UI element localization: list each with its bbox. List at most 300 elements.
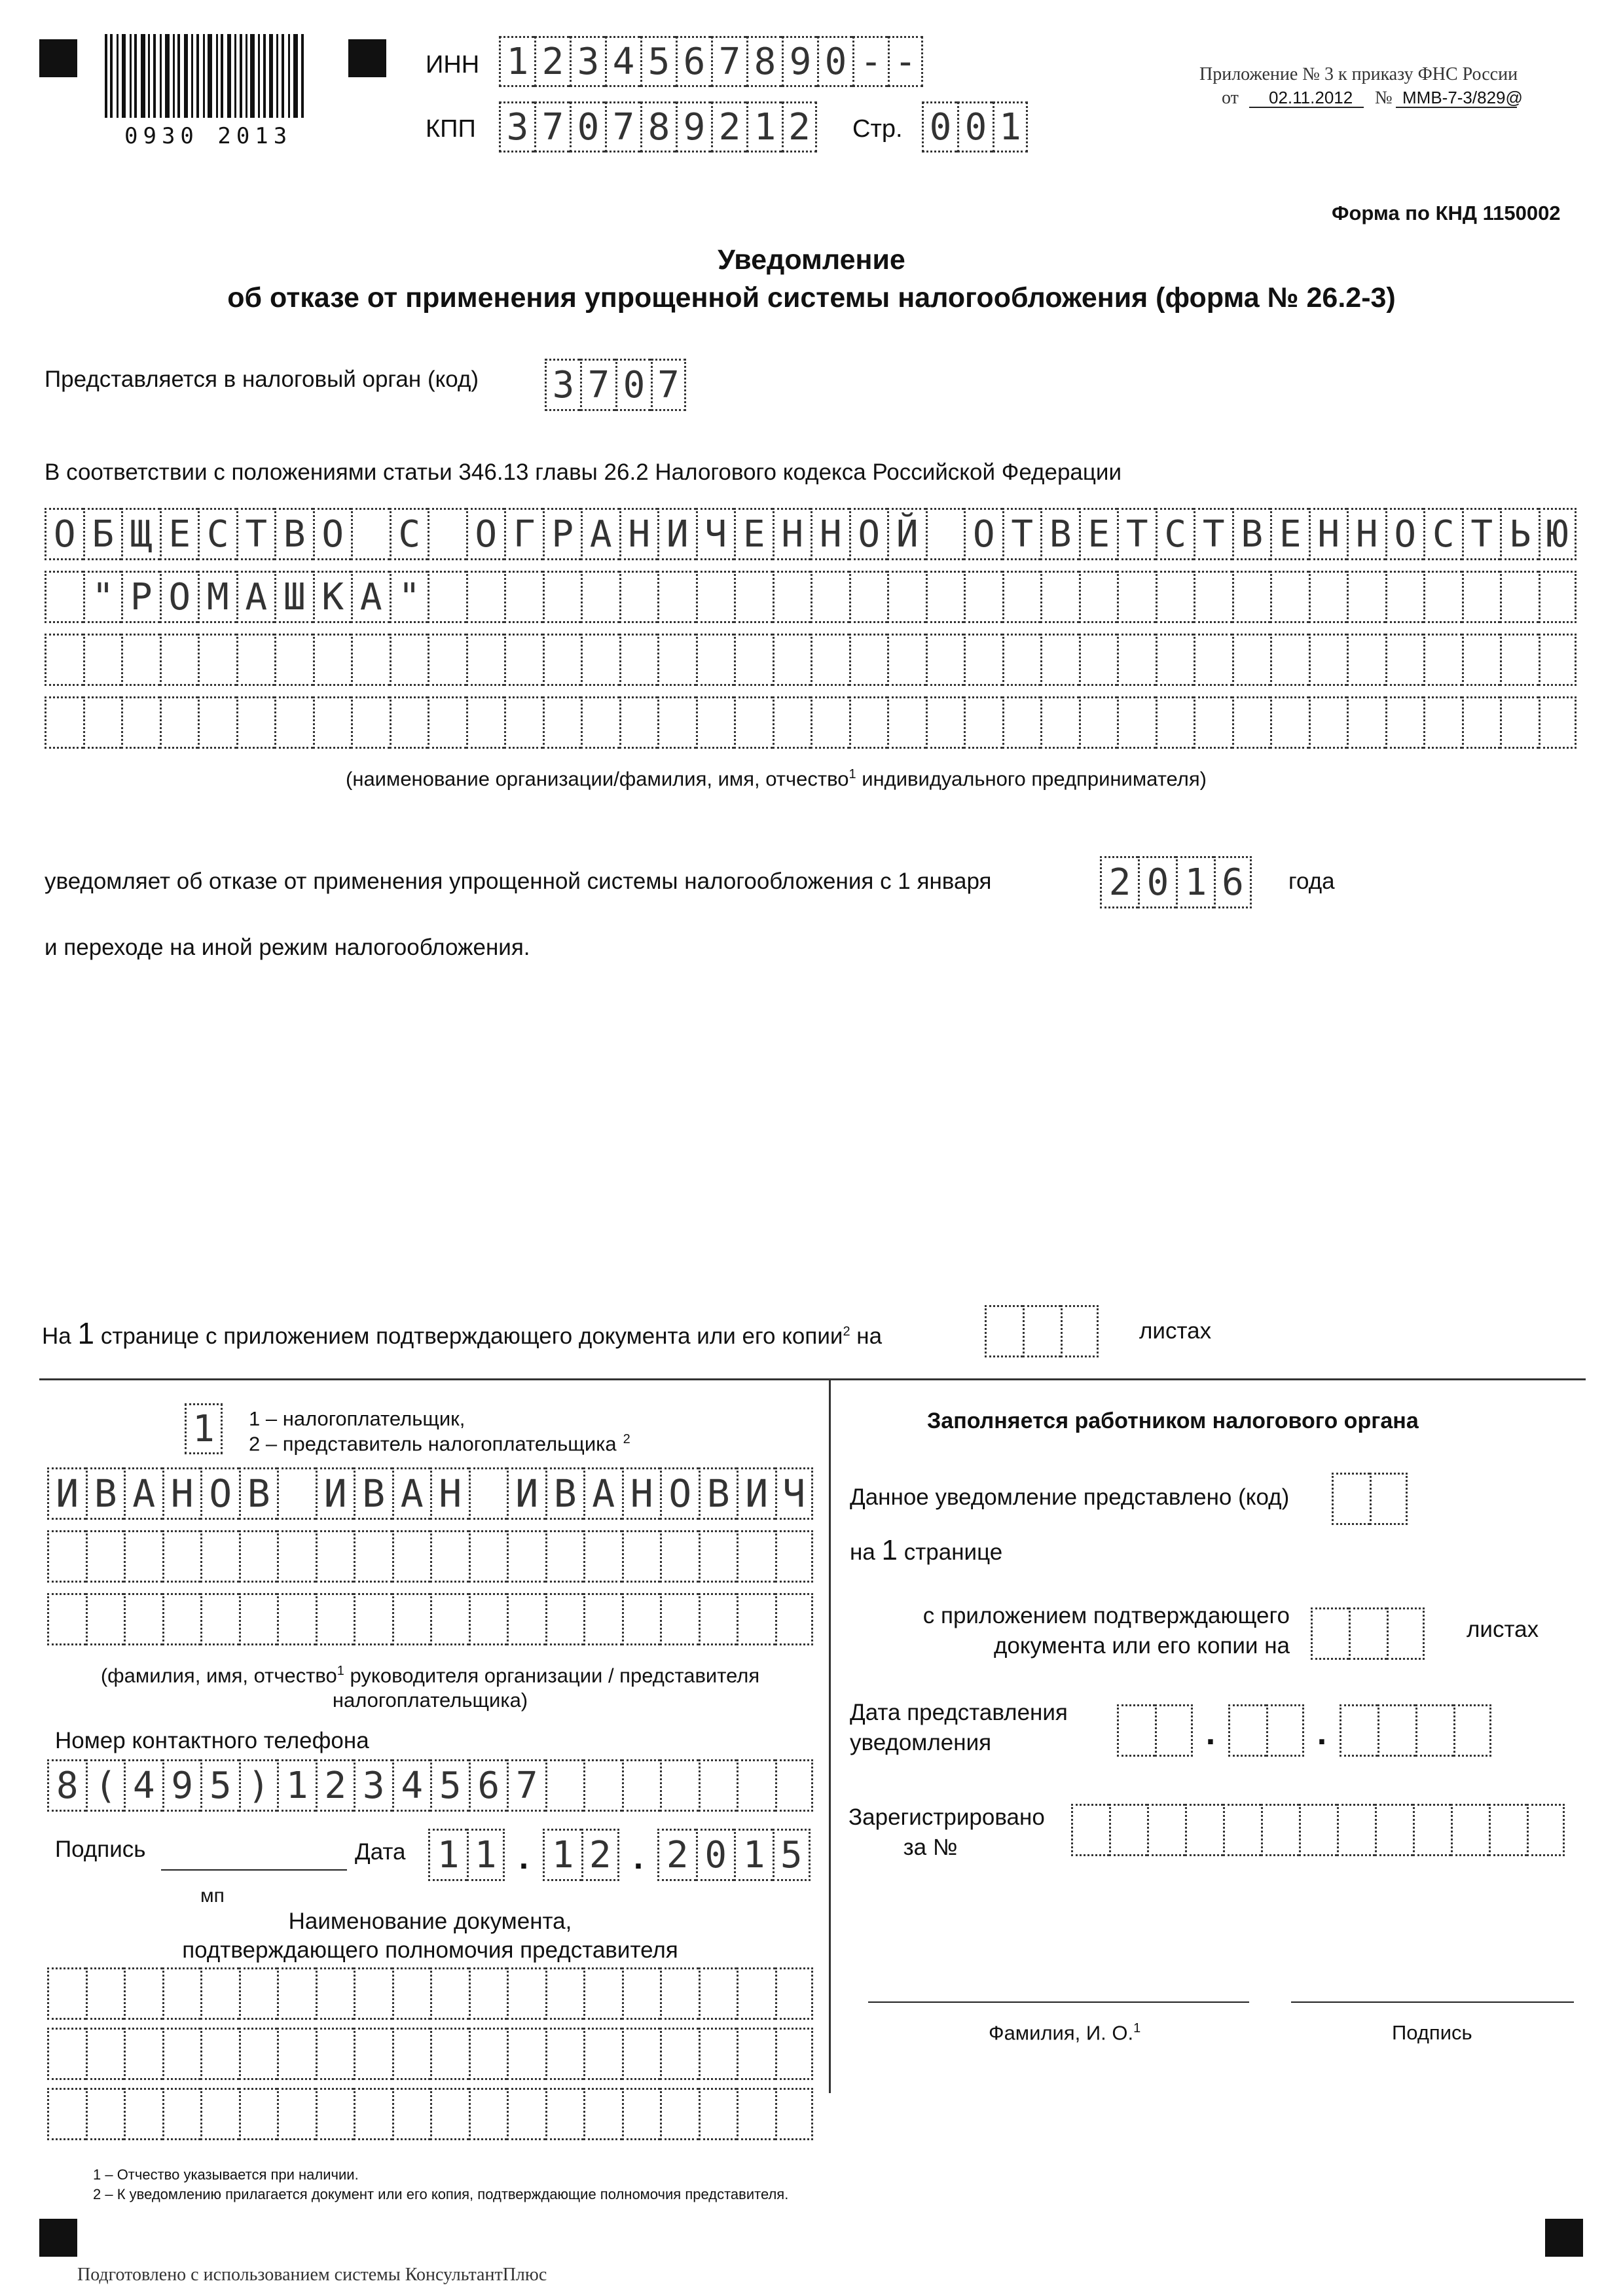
char-cell[interactable] (277, 2088, 316, 2140)
char-cell[interactable] (926, 571, 964, 623)
char-cell[interactable] (239, 2088, 278, 2140)
char-cell[interactable] (430, 1967, 469, 2020)
char-cell[interactable]: С (198, 508, 236, 560)
char-cell[interactable] (660, 2088, 699, 2140)
officer-date-year-cells[interactable] (1340, 1704, 1491, 1757)
char-cell[interactable] (351, 634, 390, 686)
char-cell[interactable]: Н (1347, 508, 1385, 560)
char-cell[interactable] (699, 1759, 737, 1812)
char-cell[interactable]: В (86, 1467, 124, 1520)
char-cell[interactable]: 7 (534, 101, 570, 152)
char-cell[interactable] (162, 2088, 201, 2140)
char-cell[interactable] (1311, 1607, 1349, 1660)
char-cell[interactable] (775, 2028, 814, 2080)
char-cell[interactable] (581, 696, 619, 749)
char-cell[interactable]: 8 (640, 101, 676, 152)
char-cell[interactable]: И (316, 1467, 354, 1520)
char-cell[interactable] (200, 2088, 239, 2140)
char-cell[interactable]: 4 (605, 36, 640, 87)
char-cell[interactable] (545, 1593, 584, 1645)
char-cell[interactable]: 4 (392, 1759, 431, 1812)
char-cell[interactable] (277, 1967, 316, 2020)
char-cell[interactable]: В (1040, 508, 1079, 560)
char-cell[interactable] (1413, 1804, 1451, 1856)
char-cell[interactable]: И (507, 1467, 545, 1520)
char-cell[interactable] (466, 634, 505, 686)
char-cell[interactable] (734, 634, 773, 686)
char-cell[interactable]: Е (1270, 508, 1309, 560)
char-cell[interactable] (545, 1967, 584, 2020)
char-cell[interactable] (619, 571, 658, 623)
char-cell[interactable] (86, 1593, 124, 1645)
char-cell[interactable]: 1 (499, 36, 534, 87)
char-cell[interactable] (392, 2088, 431, 2140)
signature-line[interactable] (161, 1869, 347, 1871)
signer-name-row-2[interactable] (47, 1530, 813, 1583)
char-cell[interactable] (124, 1530, 162, 1583)
char-cell[interactable] (316, 2028, 354, 2080)
char-cell[interactable]: А (581, 508, 619, 560)
char-cell[interactable] (734, 696, 773, 749)
char-cell[interactable]: 7 (580, 359, 615, 411)
char-cell[interactable]: 1 (1176, 856, 1214, 908)
char-cell[interactable] (657, 696, 696, 749)
char-cell[interactable] (1040, 696, 1079, 749)
char-cell[interactable] (507, 1967, 545, 2020)
char-cell[interactable] (1117, 634, 1156, 686)
char-cell[interactable] (581, 571, 619, 623)
char-cell[interactable] (734, 571, 773, 623)
char-cell[interactable]: 2 (711, 101, 746, 152)
char-cell[interactable] (430, 1530, 469, 1583)
char-cell[interactable]: А (236, 571, 275, 623)
char-cell[interactable] (1040, 634, 1079, 686)
char-cell[interactable] (773, 696, 811, 749)
char-cell[interactable]: " (83, 571, 122, 623)
char-cell[interactable]: - (888, 36, 923, 87)
char-cell[interactable] (469, 1467, 507, 1520)
char-cell[interactable] (811, 571, 849, 623)
officer-fio-line[interactable] (868, 2001, 1249, 2003)
char-cell[interactable]: О (964, 508, 1002, 560)
authority-document-row-2[interactable] (47, 2028, 813, 2080)
char-cell[interactable] (390, 696, 428, 749)
char-cell[interactable] (1194, 634, 1232, 686)
char-cell[interactable] (507, 1530, 545, 1583)
char-cell[interactable] (699, 1593, 737, 1645)
char-cell[interactable] (775, 1759, 814, 1812)
char-cell[interactable]: С (1423, 508, 1462, 560)
signer-name-row-3[interactable] (47, 1593, 813, 1645)
char-cell[interactable] (619, 634, 658, 686)
char-cell[interactable] (737, 1593, 775, 1645)
char-cell[interactable] (1002, 571, 1041, 623)
char-cell[interactable] (660, 1759, 699, 1812)
char-cell[interactable]: 8 (47, 1759, 86, 1812)
char-cell[interactable]: 3 (499, 101, 534, 152)
char-cell[interactable] (1228, 1704, 1266, 1757)
char-cell[interactable] (1117, 696, 1156, 749)
char-cell[interactable] (469, 1967, 507, 2020)
char-cell[interactable] (737, 1759, 775, 1812)
char-cell[interactable]: О (200, 1467, 239, 1520)
char-cell[interactable] (121, 696, 160, 749)
char-cell[interactable]: 2 (1100, 856, 1138, 908)
char-cell[interactable] (660, 1593, 699, 1645)
char-cell[interactable]: 1 (185, 1403, 223, 1454)
char-cell[interactable] (313, 634, 352, 686)
char-cell[interactable] (83, 696, 122, 749)
char-cell[interactable] (1375, 1804, 1413, 1856)
char-cell[interactable] (1347, 571, 1385, 623)
char-cell[interactable] (354, 1593, 392, 1645)
char-cell[interactable] (1079, 571, 1118, 623)
tax-authority-cells[interactable] (545, 359, 686, 411)
char-cell[interactable] (239, 2028, 278, 2080)
char-cell[interactable] (964, 696, 1002, 749)
char-cell[interactable]: 1 (734, 1829, 773, 1881)
char-cell[interactable]: Н (1309, 508, 1347, 560)
char-cell[interactable] (543, 634, 581, 686)
char-cell[interactable] (1299, 1804, 1337, 1856)
char-cell[interactable] (660, 2028, 699, 2080)
char-cell[interactable] (622, 1967, 661, 2020)
char-cell[interactable]: 5 (200, 1759, 239, 1812)
char-cell[interactable] (887, 634, 926, 686)
char-cell[interactable]: О (160, 571, 198, 623)
char-cell[interactable] (699, 2088, 737, 2140)
char-cell[interactable] (849, 696, 888, 749)
char-cell[interactable]: 7 (507, 1759, 545, 1812)
char-cell[interactable] (316, 1593, 354, 1645)
inn-cells[interactable] (499, 36, 923, 87)
char-cell[interactable] (392, 1593, 431, 1645)
char-cell[interactable]: Ч (775, 1467, 814, 1520)
char-cell[interactable] (430, 1593, 469, 1645)
char-cell[interactable]: 0 (615, 359, 651, 411)
char-cell[interactable] (1340, 1704, 1377, 1757)
org-name-row-1[interactable] (45, 508, 1577, 560)
char-cell[interactable] (545, 1759, 584, 1812)
char-cell[interactable] (1539, 634, 1577, 686)
char-cell[interactable]: И (47, 1467, 86, 1520)
attachment-sheets-cells[interactable] (985, 1305, 1099, 1357)
char-cell[interactable] (86, 2028, 124, 2080)
char-cell[interactable] (699, 1530, 737, 1583)
char-cell[interactable]: А (583, 1467, 622, 1520)
char-cell[interactable] (316, 1530, 354, 1583)
char-cell[interactable] (466, 571, 505, 623)
org-name-row-4[interactable] (45, 696, 1577, 749)
char-cell[interactable]: В (274, 508, 313, 560)
char-cell[interactable]: Е (734, 508, 773, 560)
char-cell[interactable]: Т (1194, 508, 1232, 560)
char-cell[interactable] (200, 1530, 239, 1583)
char-cell[interactable] (1500, 634, 1539, 686)
char-cell[interactable] (160, 696, 198, 749)
char-cell[interactable] (581, 634, 619, 686)
char-cell[interactable] (1071, 1804, 1109, 1856)
char-cell[interactable] (849, 571, 888, 623)
char-cell[interactable]: 0 (817, 36, 852, 87)
char-cell[interactable] (1332, 1473, 1370, 1525)
char-cell[interactable] (47, 2028, 86, 2080)
char-cell[interactable]: 9 (162, 1759, 201, 1812)
char-cell[interactable]: 2 (782, 101, 817, 152)
char-cell[interactable] (1185, 1804, 1223, 1856)
char-cell[interactable] (392, 1530, 431, 1583)
phone-cells[interactable] (47, 1759, 813, 1812)
char-cell[interactable] (849, 634, 888, 686)
char-cell[interactable]: 0 (1138, 856, 1176, 908)
char-cell[interactable] (430, 2088, 469, 2140)
char-cell[interactable] (1385, 634, 1424, 686)
char-cell[interactable] (274, 634, 313, 686)
char-cell[interactable] (887, 571, 926, 623)
char-cell[interactable] (1079, 634, 1118, 686)
char-cell[interactable] (83, 634, 122, 686)
char-cell[interactable]: Н (430, 1467, 469, 1520)
char-cell[interactable] (277, 1467, 316, 1520)
char-cell[interactable] (392, 1967, 431, 2020)
char-cell[interactable] (696, 696, 735, 749)
char-cell[interactable]: 5 (430, 1759, 469, 1812)
char-cell[interactable] (583, 2088, 622, 2140)
char-cell[interactable]: О (849, 508, 888, 560)
char-cell[interactable] (657, 571, 696, 623)
char-cell[interactable]: 6 (1214, 856, 1252, 908)
char-cell[interactable] (1385, 696, 1424, 749)
char-cell[interactable] (543, 696, 581, 749)
char-cell[interactable]: А (351, 571, 390, 623)
char-cell[interactable] (469, 1530, 507, 1583)
char-cell[interactable] (47, 1967, 86, 2020)
char-cell[interactable] (545, 2028, 584, 2080)
char-cell[interactable] (583, 1593, 622, 1645)
char-cell[interactable] (1337, 1804, 1375, 1856)
char-cell[interactable]: Т (1117, 508, 1156, 560)
signer-name-row-1[interactable] (47, 1467, 813, 1520)
char-cell[interactable] (622, 1759, 661, 1812)
char-cell[interactable]: 3 (354, 1759, 392, 1812)
char-cell[interactable] (1453, 1704, 1491, 1757)
char-cell[interactable] (926, 696, 964, 749)
char-cell[interactable] (1423, 571, 1462, 623)
char-cell[interactable] (124, 1593, 162, 1645)
char-cell[interactable]: 9 (676, 101, 711, 152)
char-cell[interactable] (162, 1593, 201, 1645)
char-cell[interactable] (1462, 634, 1501, 686)
char-cell[interactable] (507, 2028, 545, 2080)
char-cell[interactable] (1117, 571, 1156, 623)
officer-date-day-cells[interactable] (1117, 1704, 1193, 1757)
char-cell[interactable] (236, 696, 275, 749)
char-cell[interactable] (737, 2028, 775, 2080)
char-cell[interactable] (274, 696, 313, 749)
char-cell[interactable] (86, 1530, 124, 1583)
char-cell[interactable] (583, 1759, 622, 1812)
char-cell[interactable] (390, 634, 428, 686)
char-cell[interactable]: 2 (581, 1829, 620, 1881)
char-cell[interactable] (469, 2028, 507, 2080)
char-cell[interactable] (1061, 1305, 1099, 1357)
char-cell[interactable] (198, 634, 236, 686)
char-cell[interactable]: Т (236, 508, 275, 560)
char-cell[interactable] (504, 571, 543, 623)
char-cell[interactable] (1539, 696, 1577, 749)
date-month-cells[interactable] (543, 1829, 619, 1881)
char-cell[interactable]: 0 (922, 101, 957, 152)
char-cell[interactable]: 2 (657, 1829, 696, 1881)
char-cell[interactable] (1527, 1804, 1565, 1856)
char-cell[interactable] (1040, 571, 1079, 623)
char-cell[interactable] (773, 634, 811, 686)
char-cell[interactable]: ( (86, 1759, 124, 1812)
char-cell[interactable] (1309, 571, 1347, 623)
char-cell[interactable]: 6 (676, 36, 711, 87)
char-cell[interactable] (313, 696, 352, 749)
char-cell[interactable] (545, 1530, 584, 1583)
char-cell[interactable]: С (390, 508, 428, 560)
char-cell[interactable] (1309, 634, 1347, 686)
char-cell[interactable] (428, 634, 466, 686)
char-cell[interactable] (926, 508, 964, 560)
char-cell[interactable] (1155, 1704, 1193, 1757)
char-cell[interactable]: 5 (773, 1829, 811, 1881)
char-cell[interactable] (239, 1967, 278, 2020)
char-cell[interactable] (504, 696, 543, 749)
char-cell[interactable] (162, 1967, 201, 2020)
char-cell[interactable] (660, 1530, 699, 1583)
char-cell[interactable] (1270, 571, 1309, 623)
char-cell[interactable]: Ю (1539, 508, 1577, 560)
char-cell[interactable] (1023, 1305, 1061, 1357)
char-cell[interactable]: 9 (782, 36, 817, 87)
char-cell[interactable]: 3 (570, 36, 605, 87)
char-cell[interactable] (1349, 1607, 1387, 1660)
char-cell[interactable]: 1 (543, 1829, 581, 1881)
char-cell[interactable] (1385, 571, 1424, 623)
char-cell[interactable]: О (660, 1467, 699, 1520)
char-cell[interactable] (45, 634, 83, 686)
char-cell[interactable] (619, 696, 658, 749)
char-cell[interactable] (507, 1593, 545, 1645)
char-cell[interactable] (1266, 1704, 1304, 1757)
char-cell[interactable]: Г (504, 508, 543, 560)
char-cell[interactable] (354, 2028, 392, 2080)
char-cell[interactable] (507, 2088, 545, 2140)
registration-number-cells[interactable] (1071, 1804, 1565, 1856)
signer-type-cell[interactable] (185, 1403, 223, 1454)
char-cell[interactable] (124, 2088, 162, 2140)
char-cell[interactable] (469, 2088, 507, 2140)
char-cell[interactable] (964, 571, 1002, 623)
char-cell[interactable] (775, 1967, 814, 2020)
authority-document-row-1[interactable] (47, 1967, 813, 2020)
char-cell[interactable] (1387, 1607, 1425, 1660)
char-cell[interactable]: 0 (957, 101, 993, 152)
char-cell[interactable] (198, 696, 236, 749)
char-cell[interactable] (1232, 634, 1271, 686)
char-cell[interactable] (124, 2028, 162, 2080)
char-cell[interactable] (121, 634, 160, 686)
char-cell[interactable] (392, 2028, 431, 2080)
char-cell[interactable] (1423, 696, 1462, 749)
char-cell[interactable] (775, 1593, 814, 1645)
char-cell[interactable]: С (1156, 508, 1194, 560)
char-cell[interactable]: Й (887, 508, 926, 560)
char-cell[interactable] (466, 696, 505, 749)
char-cell[interactable]: Ш (274, 571, 313, 623)
char-cell[interactable]: 0 (696, 1829, 735, 1881)
char-cell[interactable] (964, 634, 1002, 686)
char-cell[interactable] (45, 696, 83, 749)
char-cell[interactable]: Н (811, 508, 849, 560)
char-cell[interactable] (504, 634, 543, 686)
char-cell[interactable] (699, 2028, 737, 2080)
org-name-row-2[interactable] (45, 571, 1577, 623)
char-cell[interactable] (351, 508, 390, 560)
char-cell[interactable] (162, 2028, 201, 2080)
char-cell[interactable] (1462, 571, 1501, 623)
char-cell[interactable]: В (1232, 508, 1271, 560)
char-cell[interactable] (622, 2088, 661, 2140)
char-cell[interactable] (1462, 696, 1501, 749)
char-cell[interactable] (1002, 634, 1041, 686)
char-cell[interactable] (545, 2088, 584, 2140)
char-cell[interactable] (775, 1530, 814, 1583)
char-cell[interactable] (351, 696, 390, 749)
char-cell[interactable] (316, 1967, 354, 2020)
char-cell[interactable] (162, 1530, 201, 1583)
char-cell[interactable] (1309, 696, 1347, 749)
char-cell[interactable]: М (198, 571, 236, 623)
char-cell[interactable] (1415, 1704, 1453, 1757)
char-cell[interactable] (47, 1593, 86, 1645)
char-cell[interactable]: Е (1079, 508, 1118, 560)
char-cell[interactable] (277, 1593, 316, 1645)
char-cell[interactable]: Т (1462, 508, 1501, 560)
char-cell[interactable] (543, 571, 581, 623)
char-cell[interactable] (622, 2028, 661, 2080)
char-cell[interactable] (428, 508, 466, 560)
page-number-cells[interactable] (922, 101, 1028, 152)
char-cell[interactable]: - (852, 36, 888, 87)
char-cell[interactable]: Б (83, 508, 122, 560)
char-cell[interactable] (811, 634, 849, 686)
char-cell[interactable] (1156, 571, 1194, 623)
char-cell[interactable] (622, 1593, 661, 1645)
char-cell[interactable]: И (737, 1467, 775, 1520)
date-day-cells[interactable] (428, 1829, 505, 1881)
kpp-cells[interactable] (499, 101, 817, 152)
char-cell[interactable] (657, 634, 696, 686)
char-cell[interactable] (1194, 696, 1232, 749)
char-cell[interactable] (47, 2088, 86, 2140)
char-cell[interactable] (428, 571, 466, 623)
char-cell[interactable] (1270, 634, 1309, 686)
char-cell[interactable]: 3 (545, 359, 580, 411)
char-cell[interactable] (1270, 696, 1309, 749)
char-cell[interactable] (160, 634, 198, 686)
char-cell[interactable] (1500, 571, 1539, 623)
char-cell[interactable]: Ч (696, 508, 735, 560)
char-cell[interactable]: 2 (316, 1759, 354, 1812)
char-cell[interactable]: Е (160, 508, 198, 560)
char-cell[interactable]: В (699, 1467, 737, 1520)
char-cell[interactable] (1117, 1704, 1155, 1757)
char-cell[interactable] (277, 1530, 316, 1583)
